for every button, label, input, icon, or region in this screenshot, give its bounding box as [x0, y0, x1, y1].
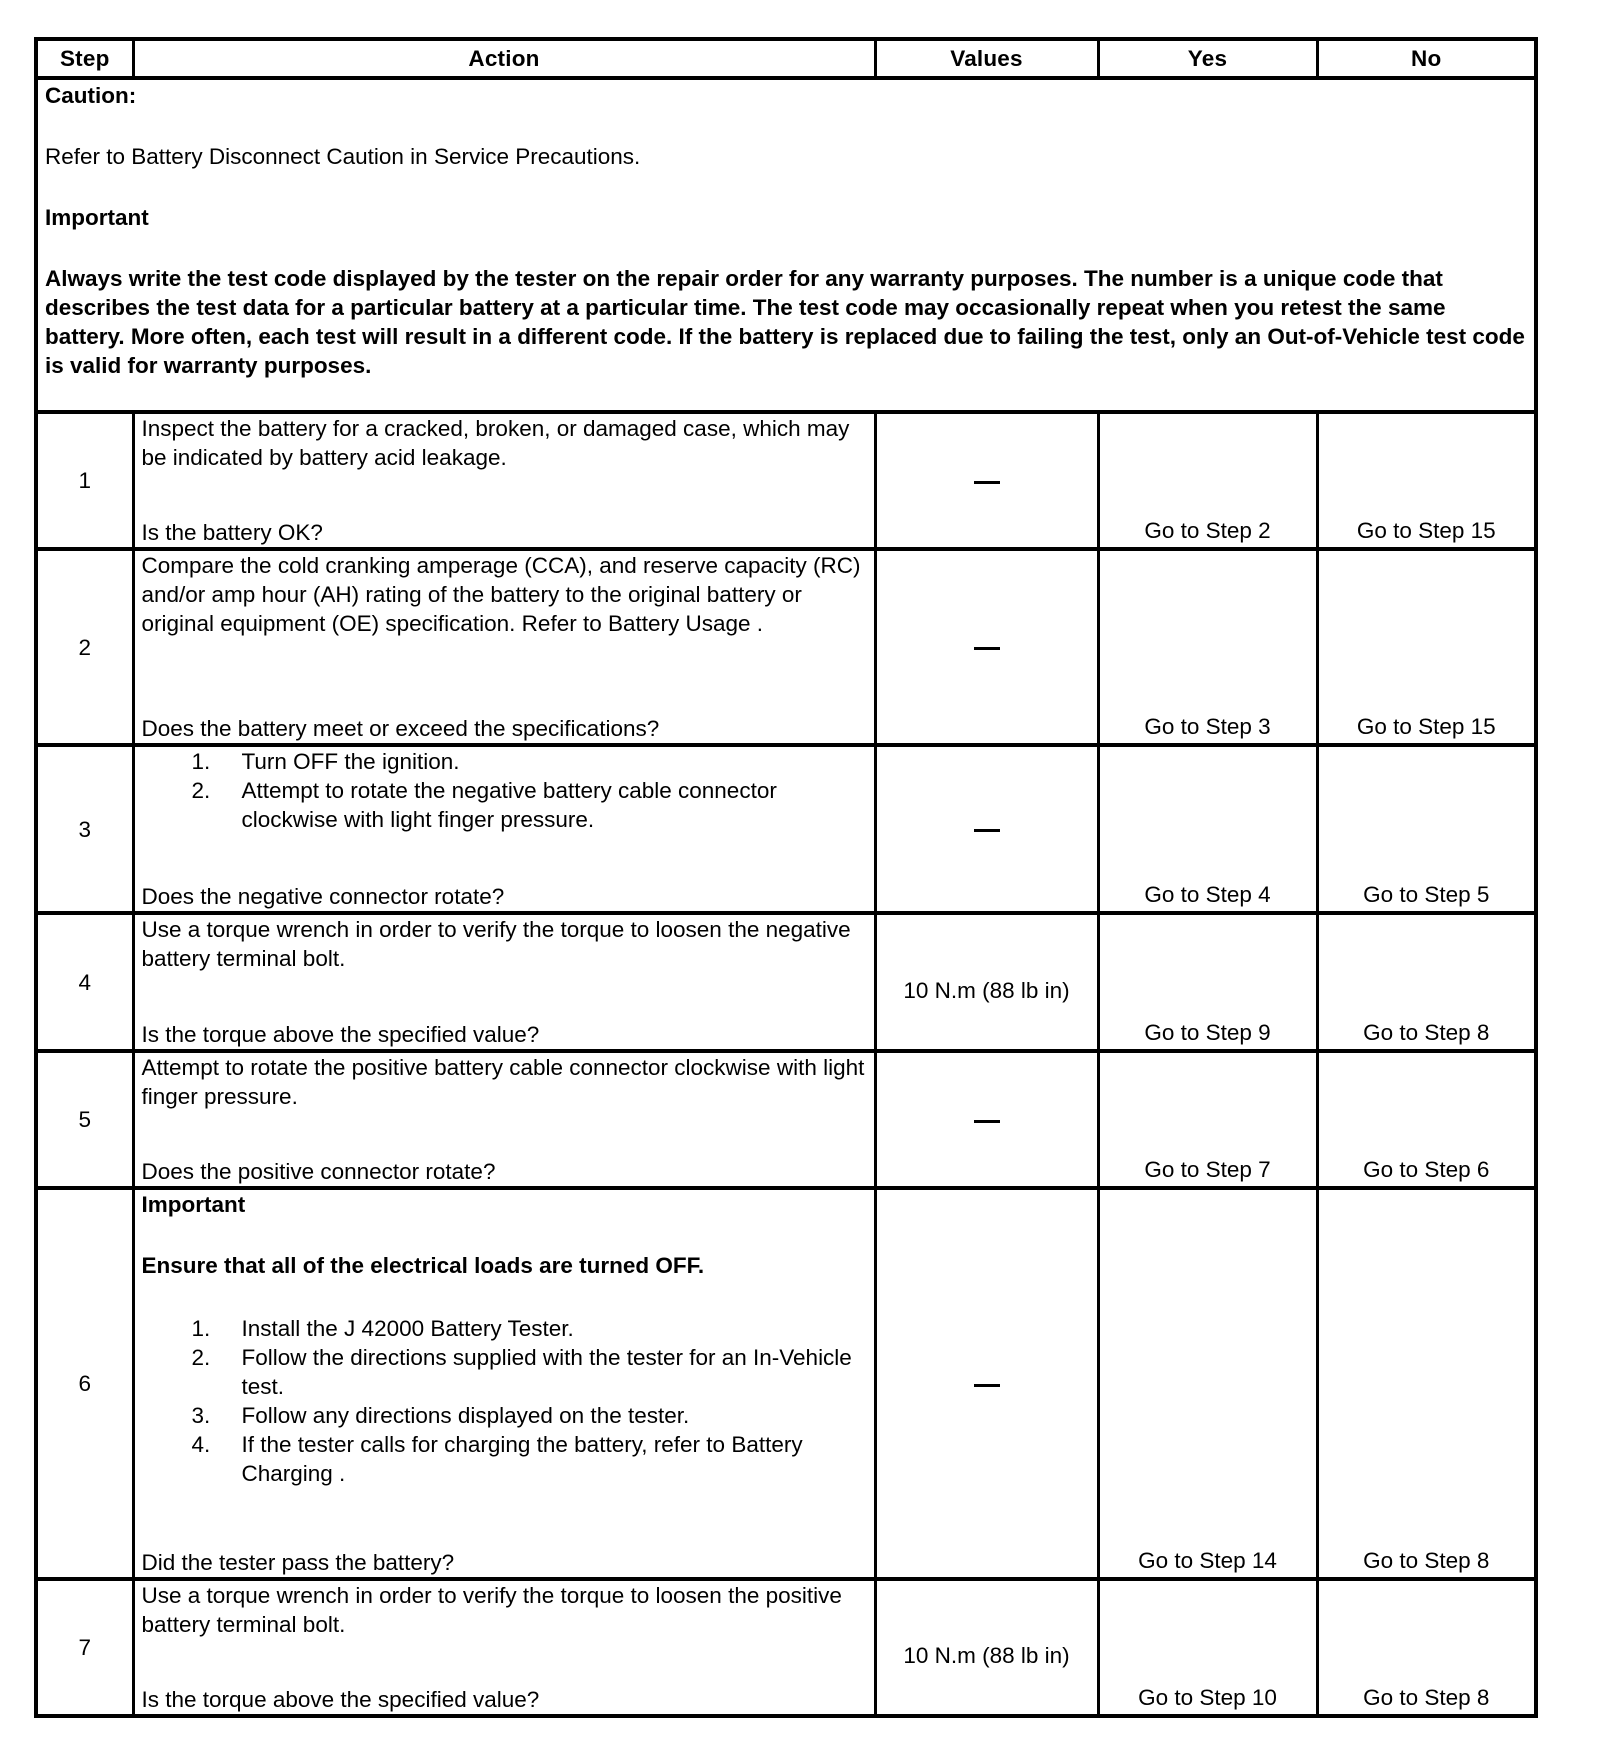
header-values: Values — [875, 39, 1098, 78]
diagnostic-table — [34, 37, 1538, 1718]
table-row — [36, 412, 1536, 549]
table-row — [36, 1188, 1536, 1579]
list-number: 1. — [191, 749, 211, 774]
dash-icon — [974, 1120, 1000, 1123]
list-item — [142, 1343, 870, 1401]
dash-icon — [974, 647, 1000, 650]
action-cell — [133, 1188, 875, 1579]
value-cell — [875, 1051, 1098, 1188]
list-item — [142, 1314, 870, 1343]
yes-link[interactable]: Go to Step 14 — [1098, 1188, 1317, 1579]
list-item — [142, 1401, 870, 1430]
table-row — [36, 549, 1536, 745]
action-question: Is the torque above the specified value? — [141, 1022, 540, 1047]
torque-value: 10 N.m (88 lb in) — [903, 1643, 1070, 1668]
header-no: No — [1317, 39, 1536, 78]
torque-value: 10 N.m (88 lb in) — [903, 977, 1070, 1003]
no-link[interactable]: Go to Step 8 — [1317, 1188, 1536, 1579]
value-cell — [875, 549, 1098, 745]
important-title: Important — [45, 205, 149, 230]
yes-link[interactable]: Go to Step 7 — [1098, 1051, 1317, 1188]
list-item — [142, 747, 870, 776]
table-row — [36, 1579, 1536, 1716]
action-question: Does the negative connector rotate? — [141, 884, 505, 909]
action-cell — [133, 549, 875, 745]
yes-link[interactable]: Go to Step 9 — [1098, 913, 1317, 1051]
list-text: If the tester calls for charging the battery, refer to Battery Charging . — [241, 1432, 803, 1486]
list-text: Follow the directions supplied with the tester for an In-Vehicle test. — [241, 1345, 852, 1399]
important-text: Always write the test code displayed by the tester on the repair order for any warranty purposes. The number is a unique code that describes the test data for a particular battery at a particular time. The test code may occasionally repeat when you retest the same battery. More often, each test will result in a different code. If the battery is replaced due to failing the test, only an Out-of-Vehicle test code is valid for warranty purposes. — [45, 266, 1525, 378]
value-cell — [875, 745, 1098, 913]
action-question: Is the battery OK? — [141, 520, 323, 545]
step-number: 3 — [36, 745, 133, 913]
action-description: Use a torque wrench in order to verify the torque to loosen the negative battery terminal bolt. — [141, 917, 851, 971]
header-yes: Yes — [1098, 39, 1317, 78]
step-number: 1 — [36, 412, 133, 549]
value-cell — [875, 1188, 1098, 1579]
caution-text: Refer to Battery Disconnect Caution in Service Precautions. — [45, 144, 641, 169]
dash-icon — [974, 1384, 1000, 1387]
header-step: Step — [36, 39, 133, 78]
caution-row — [36, 78, 1536, 412]
no-link[interactable]: Go to Step 15 — [1317, 412, 1536, 549]
step-number: 7 — [36, 1579, 133, 1716]
list-text: Install the J 42000 Battery Tester. — [241, 1316, 574, 1341]
list-text: Attempt to rotate the negative battery cable connector clockwise with light finger pressure. — [241, 778, 777, 832]
action-question: Is the torque above the specified value? — [141, 1687, 540, 1712]
action-question: Did the tester pass the battery? — [141, 1550, 455, 1575]
action-cell — [133, 745, 875, 913]
list-text: Turn OFF the ignition. — [241, 749, 460, 774]
dash-icon — [974, 829, 1000, 832]
action-steps-list — [142, 747, 870, 834]
no-link[interactable]: Go to Step 8 — [1317, 1579, 1536, 1716]
action-cell — [133, 913, 875, 1051]
action-question: Does the battery meet or exceed the specifications? — [141, 716, 660, 741]
list-number: 2. — [191, 778, 211, 803]
no-link[interactable]: Go to Step 8 — [1317, 913, 1536, 1051]
action-cell — [133, 1579, 875, 1716]
value-cell — [875, 1579, 1098, 1716]
yes-link[interactable]: Go to Step 2 — [1098, 412, 1317, 549]
action-description: Inspect the battery for a cracked, broken, or damaged case, which may be indicated by battery acid leakage. — [141, 416, 850, 470]
important-text: Ensure that all of the electrical loads are turned OFF. — [141, 1253, 705, 1278]
step-number: 4 — [36, 913, 133, 1051]
step-number: 5 — [36, 1051, 133, 1188]
yes-link[interactable]: Go to Step 3 — [1098, 549, 1317, 745]
no-link[interactable]: Go to Step 6 — [1317, 1051, 1536, 1188]
list-number: 1. — [191, 1316, 211, 1341]
important-title: Important — [141, 1192, 246, 1217]
value-cell — [875, 913, 1098, 1051]
table-row — [36, 913, 1536, 1051]
yes-link[interactable]: Go to Step 10 — [1098, 1579, 1317, 1716]
step-number: 2 — [36, 549, 133, 745]
list-text: Follow any directions displayed on the tester. — [241, 1403, 690, 1428]
action-steps-list — [142, 1314, 870, 1488]
header-row — [36, 39, 1536, 78]
table-row — [36, 1051, 1536, 1188]
list-number: 3. — [191, 1403, 211, 1428]
action-cell — [133, 412, 875, 549]
list-item — [142, 776, 870, 834]
action-description: Use a torque wrench in order to verify the torque to loosen the positive battery terminal bolt. — [141, 1583, 842, 1637]
action-description: Compare the cold cranking amperage (CCA), and reserve capacity (RC) and/or amp hour (AH) rating of the battery to the original battery or original equipment (OE) specification. Refer to Battery Usage . — [141, 553, 861, 636]
step-number: 6 — [36, 1188, 133, 1579]
action-question: Does the positive connector rotate? — [141, 1159, 496, 1184]
caution-block — [36, 78, 1536, 412]
list-item — [142, 1430, 870, 1488]
yes-link[interactable]: Go to Step 4 — [1098, 745, 1317, 913]
action-description: Attempt to rotate the positive battery cable connector clockwise with light finger pressure. — [141, 1055, 865, 1109]
no-link[interactable]: Go to Step 5 — [1317, 745, 1536, 913]
value-cell — [875, 412, 1098, 549]
action-cell — [133, 1051, 875, 1188]
header-action: Action — [133, 39, 875, 78]
no-link[interactable]: Go to Step 15 — [1317, 549, 1536, 745]
dash-icon — [974, 481, 1000, 484]
caution-title: Caution: — [45, 83, 137, 108]
list-number: 2. — [191, 1345, 211, 1370]
list-number: 4. — [191, 1432, 211, 1457]
table-row — [36, 745, 1536, 913]
